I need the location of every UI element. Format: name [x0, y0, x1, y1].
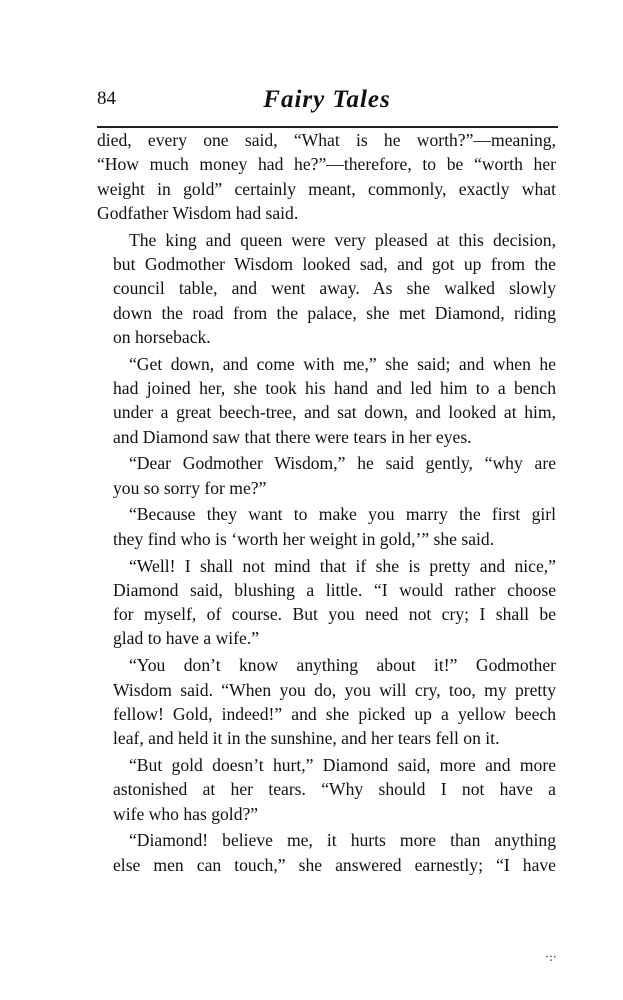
paragraph — [97, 828, 556, 877]
paragraph — [97, 653, 556, 750]
paragraph — [97, 352, 556, 449]
text-line: council table, and went away. As she walked slowly — [113, 278, 556, 299]
text-line: wife who has gold?” — [113, 803, 259, 824]
text-line: Godfather Wisdom had said. — [97, 202, 299, 223]
text-line: and Diamond saw that there were tears in her eyes. — [113, 426, 472, 447]
running-title: Fairy Tales — [263, 86, 391, 113]
text-line: weight in gold” certainly meant, commonly, exactly what — [97, 178, 556, 199]
text-line: else men can touch,” she answered earnestly; “I have — [113, 854, 556, 875]
text-line: died, every one said, “What is he worth?”—meaning, — [97, 130, 556, 150]
body-text — [97, 128, 556, 879]
text-line: glad to have a wife.” — [113, 628, 260, 649]
paragraph — [97, 128, 556, 225]
text-line: but Godmother Wisdom looked sad, and got up from the — [113, 253, 556, 274]
text-line: “Well! I shall not mind that if she is pretty and nice,” — [129, 555, 556, 576]
paragraph — [97, 753, 556, 826]
text-line: Wisdom said. “When you do, you will cry, too, my pretty — [113, 679, 556, 700]
text-line: “Because they want to make you marry the first girl — [129, 504, 556, 525]
text-line: “But gold doesn’t hurt,” Diamond said, more and more — [129, 754, 556, 775]
text-line: “Dear Godmother Wisdom,” he said gently, “why are — [129, 453, 556, 474]
text-line: “How much money had he?”—therefore, to be “worth her — [97, 154, 556, 175]
text-line: fellow! Gold, indeed!” and she picked up a yellow beech — [113, 703, 556, 724]
text-line: under a great beech-tree, and sat down, and looked at him, — [113, 402, 556, 423]
text-line: on horseback. — [113, 326, 211, 347]
page-number: 84 — [97, 88, 116, 109]
text-line: “Get down, and come with me,” she said; and when he — [129, 353, 556, 374]
text-line: The king and queen were very pleased at this decision, — [129, 229, 556, 250]
page-header — [97, 86, 557, 120]
paragraph — [97, 502, 556, 551]
text-line: they find who is ‘worth her weight in gold,’” she said. — [113, 528, 495, 549]
text-line: Diamond said, blushing a little. “I would rather choose — [113, 579, 556, 600]
text-line: “Diamond! believe me, it hurts more than anything — [129, 830, 556, 851]
text-line: “You don’t know anything about it!” Godmother — [129, 655, 556, 676]
text-line: astonished at her tears. “Why should I not have a — [113, 779, 556, 800]
paragraph — [97, 228, 556, 349]
text-line: down the road from the palace, she met Diamond, riding — [113, 302, 556, 323]
text-line: you so sorry for me?” — [113, 477, 267, 498]
paragraph — [97, 554, 556, 651]
paragraph — [97, 451, 556, 500]
text-line: for myself, of course. But you need not cry; I shall be — [113, 604, 556, 625]
text-line: leaf, and held it in the sunshine, and her tears fell on it. — [113, 728, 500, 749]
text-line: had joined her, she took his hand and led him to a bench — [113, 377, 556, 398]
printer-mark: ·:· — [545, 950, 557, 964]
